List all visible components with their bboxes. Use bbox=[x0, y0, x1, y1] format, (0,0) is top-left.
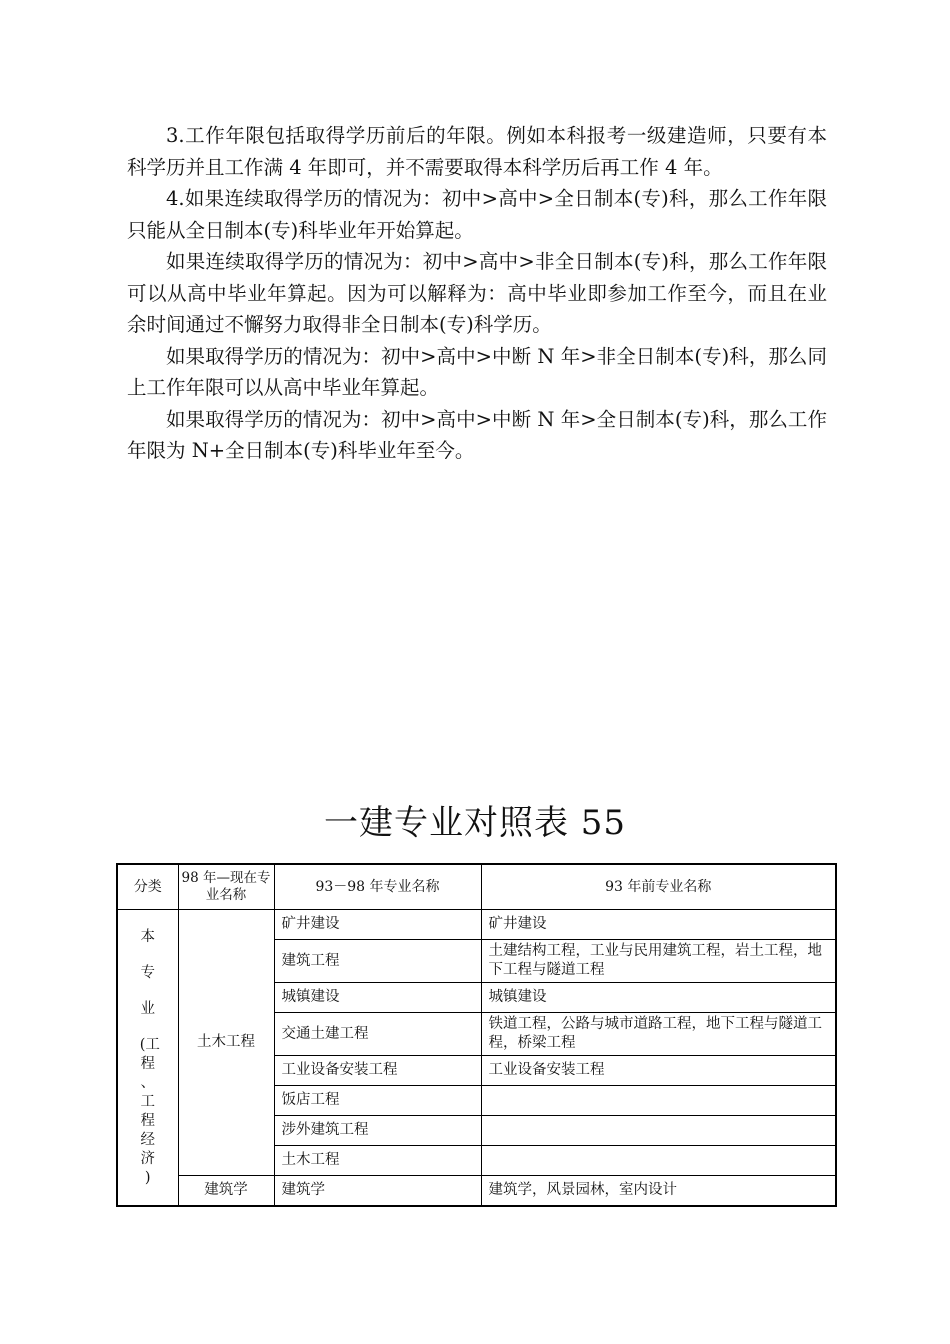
cell-93-98: 矿井建设 bbox=[274, 910, 481, 940]
cell-pre93: 铁道工程，公路与城市道路工程，地下工程与隧道工程，桥梁工程 bbox=[481, 1013, 836, 1056]
header-category: 分类 bbox=[117, 864, 178, 910]
cell-93-98: 饭店工程 bbox=[274, 1086, 481, 1116]
table-header-row bbox=[117, 864, 836, 910]
category-vertical-label: 本 专 业 (工 程 、 工 程 经 济 ) bbox=[139, 928, 160, 1186]
cell-93-98: 建筑学 bbox=[274, 1176, 481, 1207]
cell-93-98: 建筑工程 bbox=[274, 940, 481, 983]
cell-pre93 bbox=[481, 1116, 836, 1146]
cell-pre93: 土建结构工程，工业与民用建筑工程，岩土工程，地下工程与隧道工程 bbox=[481, 940, 836, 983]
header-93-98: 93－98 年专业名称 bbox=[274, 864, 481, 910]
table-row bbox=[117, 910, 836, 940]
cell-pre93: 矿井建设 bbox=[481, 910, 836, 940]
header-pre93: 93 年前专业名称 bbox=[481, 864, 836, 910]
cell-pre93: 城镇建设 bbox=[481, 983, 836, 1013]
header-current: 98 年—现在专业名称 bbox=[178, 864, 274, 910]
body-text bbox=[127, 120, 827, 467]
cell-93-98: 土木工程 bbox=[274, 1146, 481, 1176]
category-cell bbox=[117, 910, 178, 1207]
paragraph: 如果取得学历的情况为：初中>高中>中断 N 年>非全日制本(专)科，那么同上工作年限可以从高中毕业年算起。 bbox=[127, 344, 827, 399]
cell-pre93: 建筑学，风景园林，室内设计 bbox=[481, 1176, 836, 1207]
cell-93-98: 工业设备安装工程 bbox=[274, 1056, 481, 1086]
group-architecture: 建筑学 bbox=[178, 1176, 274, 1207]
major-comparison-table bbox=[116, 863, 837, 1207]
paragraph: 3.工作年限包括取得学历前后的年限。例如本科报考一级建造师，只要有本科学历并且工作满 4 年即可，并不需要取得本科学历后再工作 4 年。 bbox=[127, 124, 827, 179]
paragraph: 4.如果连续取得学历的情况为：初中>高中>全日制本(专)科，那么工作年限只能从全日制本(专)科毕业年开始算起。 bbox=[127, 187, 827, 242]
table-row bbox=[117, 1176, 836, 1207]
cell-pre93 bbox=[481, 1086, 836, 1116]
paragraph: 如果连续取得学历的情况为：初中>高中>非全日制本(专)科，那么工作年限可以从高中毕业年算起。因为可以解释为：高中毕业即参加工作至今，而且在业余时间通过不懈努力取得非全日制本(专)科学历。 bbox=[127, 250, 827, 336]
cell-pre93: 工业设备安装工程 bbox=[481, 1056, 836, 1086]
group-civil-engineering: 土木工程 bbox=[178, 910, 274, 1176]
cell-pre93 bbox=[481, 1146, 836, 1176]
cell-93-98: 城镇建设 bbox=[274, 983, 481, 1013]
cell-93-98: 交通土建工程 bbox=[274, 1013, 481, 1056]
paragraph: 如果取得学历的情况为：初中>高中>中断 N 年>全日制本(专)科，那么工作年限为 N+全日制本(专)科毕业年至今。 bbox=[127, 407, 827, 462]
cell-93-98: 涉外建筑工程 bbox=[274, 1116, 481, 1146]
table-title: 一建专业对照表 55 bbox=[323, 803, 627, 843]
